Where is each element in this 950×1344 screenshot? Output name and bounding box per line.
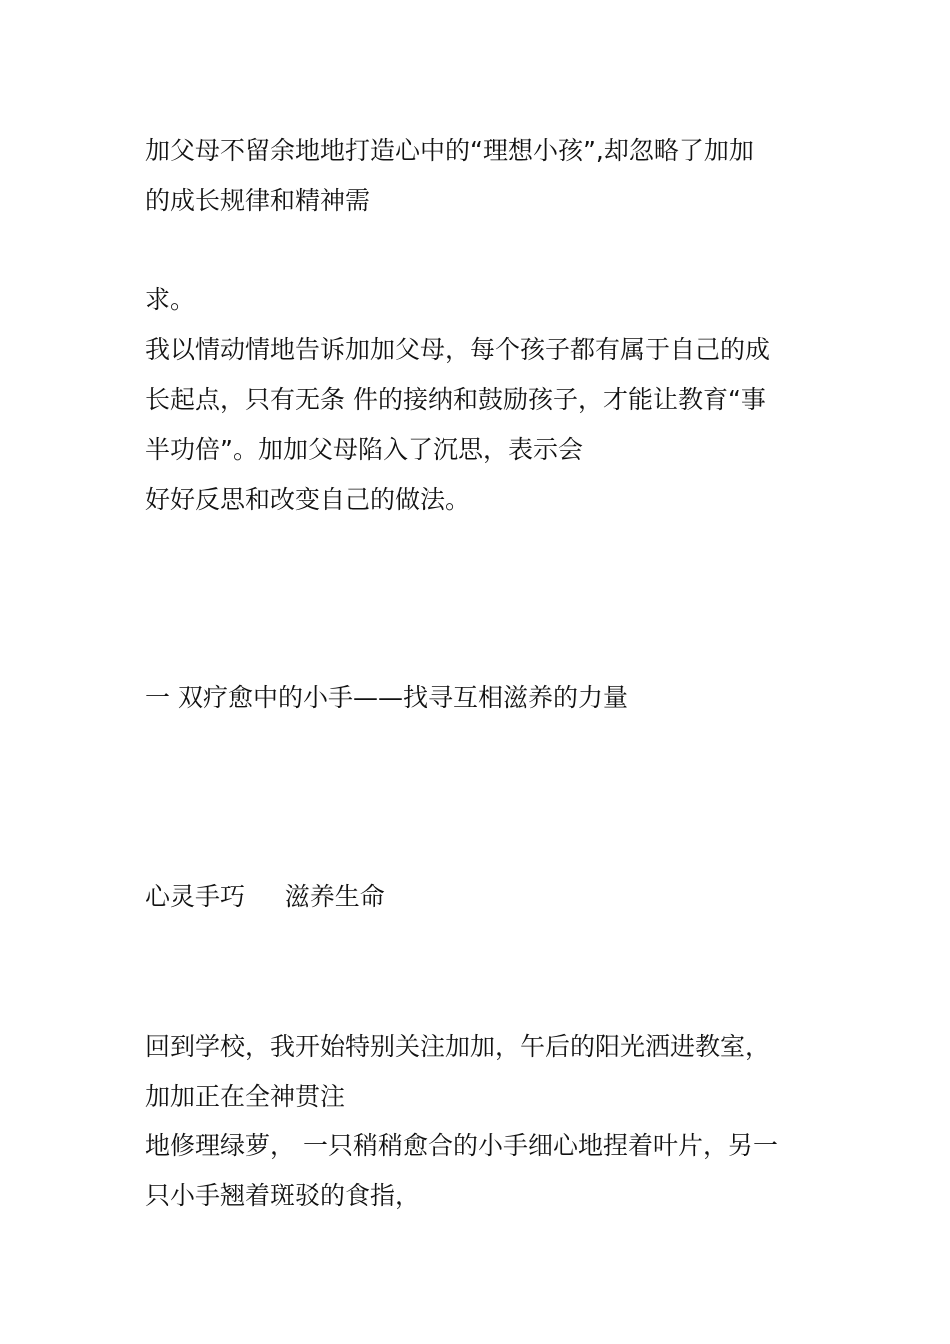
paragraph-line: 只小手翘着斑驳的食指， [145, 1181, 421, 1210]
paragraph-line: 的成长规律和精神需 [145, 186, 371, 215]
paragraph-line: 长起点，只有无条 件的接纳和鼓励孩子，才能让教育“事 [145, 385, 766, 414]
paragraph-line: 地修理绿萝， 一只稍稍愈合的小手细心地捏着叶片，另一 [145, 1131, 778, 1160]
paragraph-line: 求。 [145, 285, 196, 314]
section-heading: 一 双疗愈中的小手——找寻互相滋养的力量 [145, 683, 628, 712]
paragraph-line: 我以情动情地告诉加加父母，每个孩子都有属于自己的成 [145, 335, 771, 364]
subsection-heading: 心灵手巧 滋养生命 [145, 882, 385, 911]
paragraph-line: 加加正在全神贯注 [145, 1082, 346, 1111]
paragraph-line: 回到学校，我开始特别关注加加，午后的阳光洒进教室， [145, 1032, 771, 1061]
paragraph-line: 半功倍”。加加父母陷入了沉思，表示会 [145, 435, 583, 464]
paragraph-line: 加父母不留余地地打造心中的“理想小孩”,却忽略了加加 [145, 136, 754, 165]
paragraph-line: 好好反思和改变自己的做法。 [145, 485, 471, 514]
